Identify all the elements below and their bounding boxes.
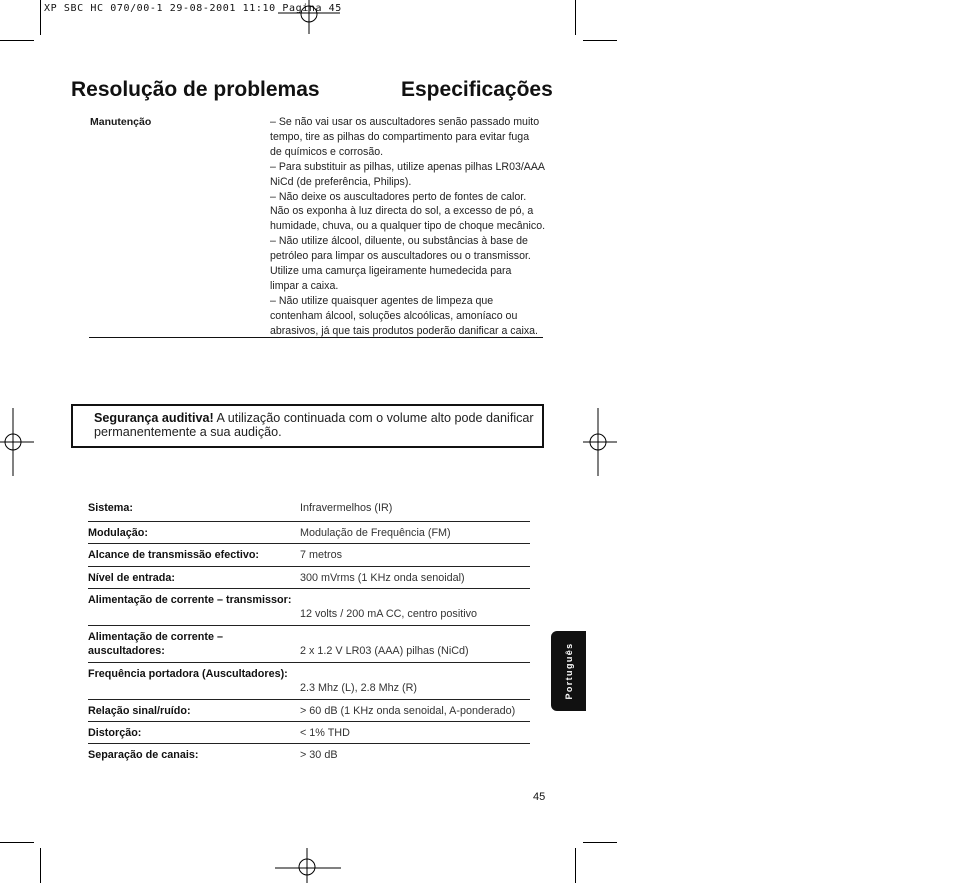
language-tab (551, 631, 586, 711)
spec-label: Frequência portadora (Auscultadores): (88, 668, 288, 680)
spec-row (88, 626, 530, 663)
spec-row (88, 589, 530, 626)
spec-value: > 60 dB (1 KHz onda senoidal, A-ponderado) (300, 705, 516, 717)
registration-mark-bottom (275, 848, 341, 883)
warning-body: A utilização continuada com o volume alto pode danificar permanentemente a sua audição. (94, 411, 534, 439)
spec-label: Alimentação de corrente – transmissor: (88, 594, 292, 606)
maintenance-line: – Não deixe os auscultadores perto de fontes de calor. (270, 190, 527, 203)
maintenance-line: humidade, chuva, ou a qualquer tipo de choque mecânico. (270, 220, 546, 233)
maintenance-line: tempo, tire as pilhas do compartimento para evitar fuga (270, 130, 530, 143)
warning-text (94, 411, 534, 439)
spec-value: < 1% THD (300, 727, 350, 739)
registration-mark-right (583, 408, 617, 476)
registration-mark-left (0, 408, 34, 476)
maintenance-divider (89, 337, 543, 338)
spec-row (88, 567, 530, 589)
page-number: 45 (533, 791, 546, 803)
spec-label: Separação de canais: (88, 749, 199, 761)
spec-label: Distorção: (88, 727, 142, 739)
spec-row (88, 722, 530, 744)
maintenance-line: contenham álcool, soluções alcoólicas, amoníaco ou (270, 309, 518, 322)
warning-heading: Segurança auditiva! (94, 411, 214, 425)
spec-row (88, 663, 530, 700)
spec-label: Modulação: (88, 527, 148, 539)
maintenance-line: petróleo para limpar os auscultadores ou o transmissor. (270, 250, 531, 263)
maintenance-label: Manutenção (90, 116, 152, 128)
spec-row (88, 744, 530, 766)
maintenance-line: de químicos e corrosão. (270, 145, 384, 158)
maintenance-line: – Não utilize quaisquer agentes de limpeza que (270, 294, 494, 307)
maintenance-line: NiCd (de preferência, Philips). (270, 175, 412, 188)
maintenance-line: Não os exponha à luz directa do sol, a excesso de pó, a (270, 205, 534, 218)
spec-row (88, 497, 530, 522)
spec-label: Alimentação de corrente – auscultadores: (88, 631, 224, 657)
language-tab-label: Português (563, 642, 574, 700)
maintenance-line: limpar a caixa. (270, 279, 339, 292)
hearing-safety-warning (71, 404, 544, 448)
registration-mark-top (278, 0, 340, 36)
spec-value: 2.3 Mhz (L), 2.8 Mhz (R) (300, 682, 417, 694)
spec-value: Infravermelhos (IR) (300, 502, 393, 514)
spec-value: 2 x 1.2 V LR03 (AAA) pilhas (NiCd) (300, 645, 469, 657)
spec-label: Nível de entrada: (88, 572, 176, 584)
spec-value: > 30 dB (300, 749, 338, 761)
section-title-troubleshooting: Resolução de problemas (71, 78, 320, 101)
spec-value: 300 mVrms (1 KHz onda senoidal) (300, 572, 465, 584)
spec-value: 12 volts / 200 mA CC, centro positivo (300, 608, 478, 620)
print-header: XP SBC HC 070/00-1 29-08-2001 11:10 Pagina 45 (44, 3, 342, 14)
spec-label: Relação sinal/ruído: (88, 705, 191, 717)
specifications-table (88, 497, 530, 766)
spec-value: 7 metros (300, 549, 343, 561)
maintenance-line: – Se não vai usar os auscultadores senão passado muito (270, 116, 540, 128)
maintenance-line: – Não utilize álcool, diluente, ou substâncias à base de (270, 235, 528, 248)
maintenance-line: abrasivos, já que tais produtos poderão danificar a caixa. (270, 324, 538, 337)
spec-value: Modulação de Frequência (FM) (300, 527, 451, 539)
section-title-specifications: Especificações (401, 78, 553, 101)
spec-label: Sistema: (88, 502, 134, 514)
spec-label: Alcance de transmissão efectivo: (88, 549, 260, 561)
maintenance-line: – Para substituir as pilhas, utilize apenas pilhas LR03/AAA (270, 160, 546, 173)
maintenance-text (270, 115, 550, 339)
maintenance-line: Utilize uma camurça ligeiramente humedecida para (270, 265, 512, 278)
spec-row (88, 700, 530, 722)
spec-row (88, 544, 530, 567)
spec-row (88, 522, 530, 544)
